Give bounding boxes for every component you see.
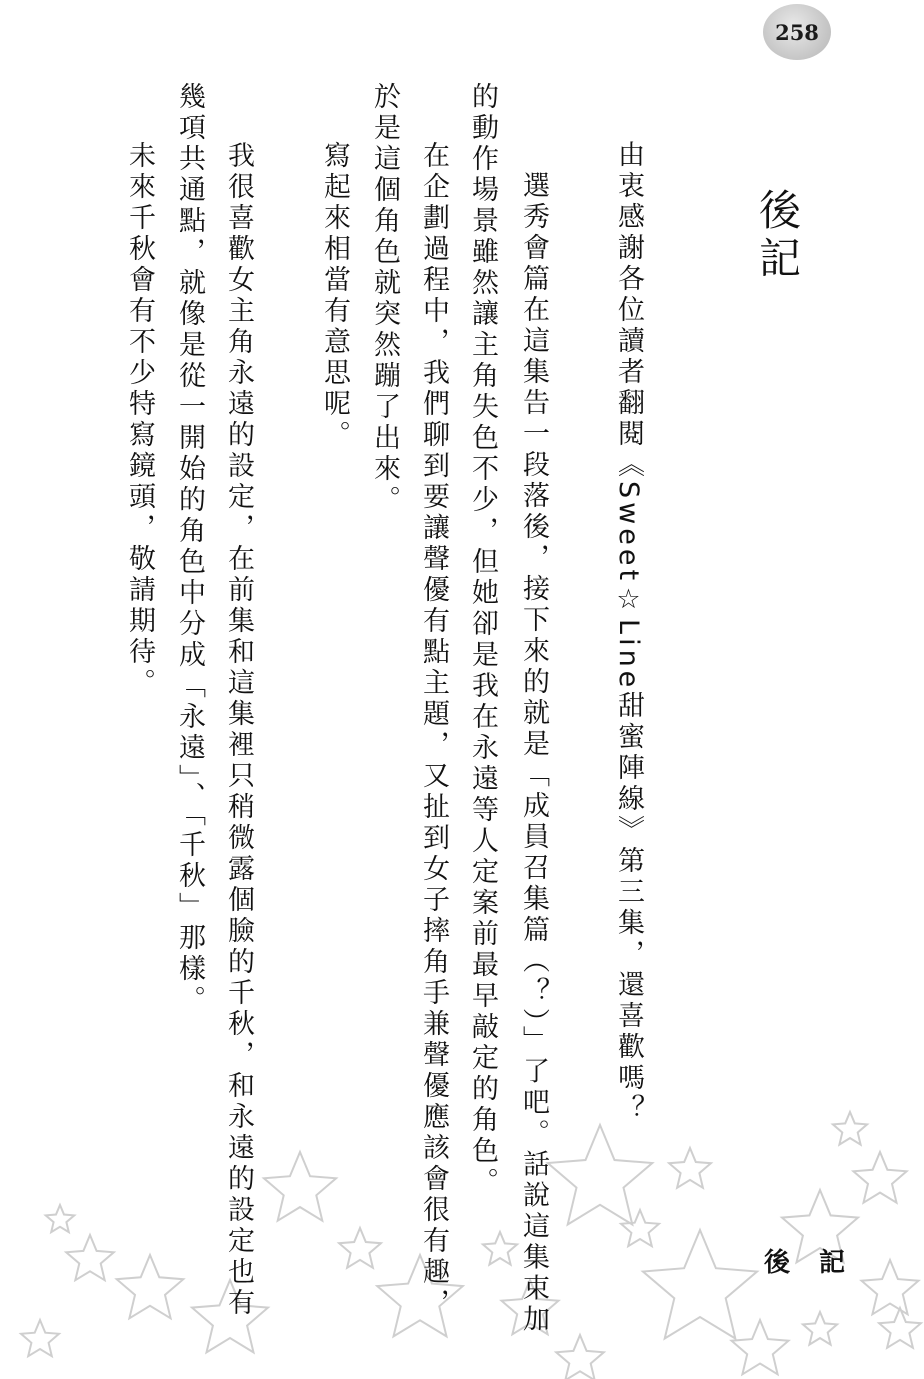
star-icon — [483, 1232, 517, 1265]
star-icon — [643, 1230, 757, 1339]
star-icon — [621, 1210, 659, 1246]
text-column: 未來千秋會有不少特寫鏡頭，敬請期待。 — [124, 110, 155, 699]
text-column: 於是這個角色就突然蹦了出來。 — [369, 82, 400, 516]
star-icon — [339, 1228, 381, 1268]
star-icon — [46, 1205, 75, 1232]
text-column: 幾項共通點，就像是從一開始的角色中分成「永遠」、「千秋」那樣。 — [174, 82, 205, 1016]
text-column: 我很喜歡女主角永遠的設定，在前集和這集裡只稍微露個臉的千秋，和永遠的設定也有 — [223, 110, 254, 1319]
text-column: 選秀會篇在這集告一段落後，接下來的就是「成員召集篇（？）」了吧。話說這集束加 — [518, 140, 549, 1336]
page-number-badge — [763, 4, 831, 60]
star-icon — [853, 1152, 906, 1203]
star-icon — [548, 1125, 653, 1225]
text-column: 在企劃過程中，我們聊到要讓聲優有點主題，又扯到女子摔角手兼聲優應該會很有趣， — [418, 110, 449, 1319]
text-column: 的動作場景雖然讓主角失色不少，但她卻是我在永遠等人定案前最早敲定的角色。 — [467, 82, 498, 1198]
star-icon — [117, 1255, 184, 1318]
text-column: 由衷感謝各位讀者翻閱《Sweet☆Line甜蜜陣線》第三集，還喜歡嗎？ — [613, 140, 644, 1126]
chapter-title: 後記 — [753, 188, 802, 284]
star-icon — [833, 1112, 867, 1145]
page-number: 258 — [775, 19, 819, 45]
star-icon — [556, 1335, 604, 1379]
star-icon — [66, 1235, 114, 1280]
running-footer: 後 記 — [764, 1248, 856, 1278]
star-icon — [803, 1312, 837, 1345]
star-icon — [879, 1308, 921, 1348]
star-icon — [21, 1320, 59, 1356]
text-column: 寫起來相當有意思呢。 — [319, 110, 350, 451]
star-icon — [264, 1152, 336, 1221]
star-icon — [732, 1320, 789, 1374]
star-icon — [669, 1148, 711, 1188]
star-icon — [862, 1260, 919, 1314]
